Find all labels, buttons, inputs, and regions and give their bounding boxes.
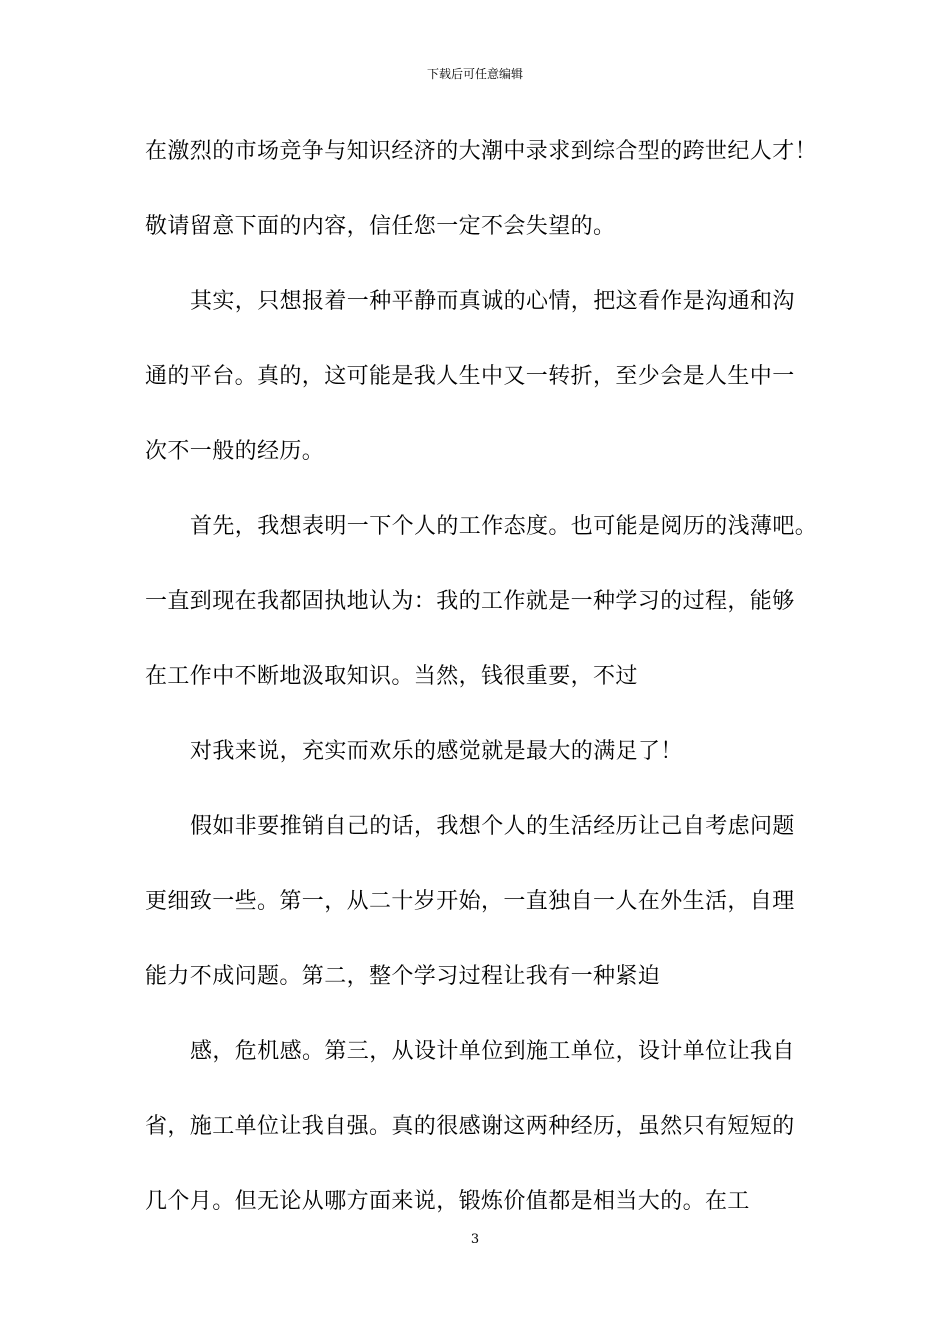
page-number: 3 xyxy=(470,1232,480,1247)
body-line: 更细致一些。第一，从二十岁开始，一直独自一人在外生活，自理 xyxy=(145,889,795,914)
body-line: 次不一般的经历。 xyxy=(145,439,325,464)
body-line: 感，危机感。第三，从设计单位到施工单位，设计单位让我自 xyxy=(190,1039,795,1064)
body-line: 敬请留意下面的内容，信任您一定不会失望的。 xyxy=(145,214,616,239)
body-line: 通的平台。真的，这可能是我人生中又一转折，至少会是人生中一 xyxy=(145,364,795,389)
body-line: 一直到现在我都固执地认为：我的工作就是一种学习的过程，能够 xyxy=(145,589,795,614)
body-line: 能力不成问题。第二，整个学习过程让我有一种紧迫 xyxy=(145,964,661,989)
body-line: 省，施工单位让我自强。真的很感谢这两种经历，虽然只有短短的 xyxy=(145,1114,795,1139)
body-line: 在激烈的市场竞争与知识经济的大潮中录求到综合型的跨世纪人才！ xyxy=(145,139,818,164)
body-line: 在工作中不断地汲取知识。当然，钱很重要，不过 xyxy=(145,664,638,689)
body-line: 假如非要推销自己的话，我想个人的生活经历让己自考虑问题 xyxy=(190,814,795,839)
body-line: 其实，只想报着一种平静而真诚的心情，把这看作是沟通和沟 xyxy=(190,289,795,314)
body-line: 首先，我想表明一下个人的工作态度。也可能是阅历的浅薄吧。 xyxy=(190,514,818,539)
body-line: 几个月。但无论从哪方面来说，锻炼价值都是相当大的。在工 xyxy=(145,1189,750,1214)
page-header: 下载后可任意编辑 xyxy=(426,67,523,81)
body-line: 对我来说，充实而欢乐的感觉就是最大的满足了！ xyxy=(190,739,683,764)
